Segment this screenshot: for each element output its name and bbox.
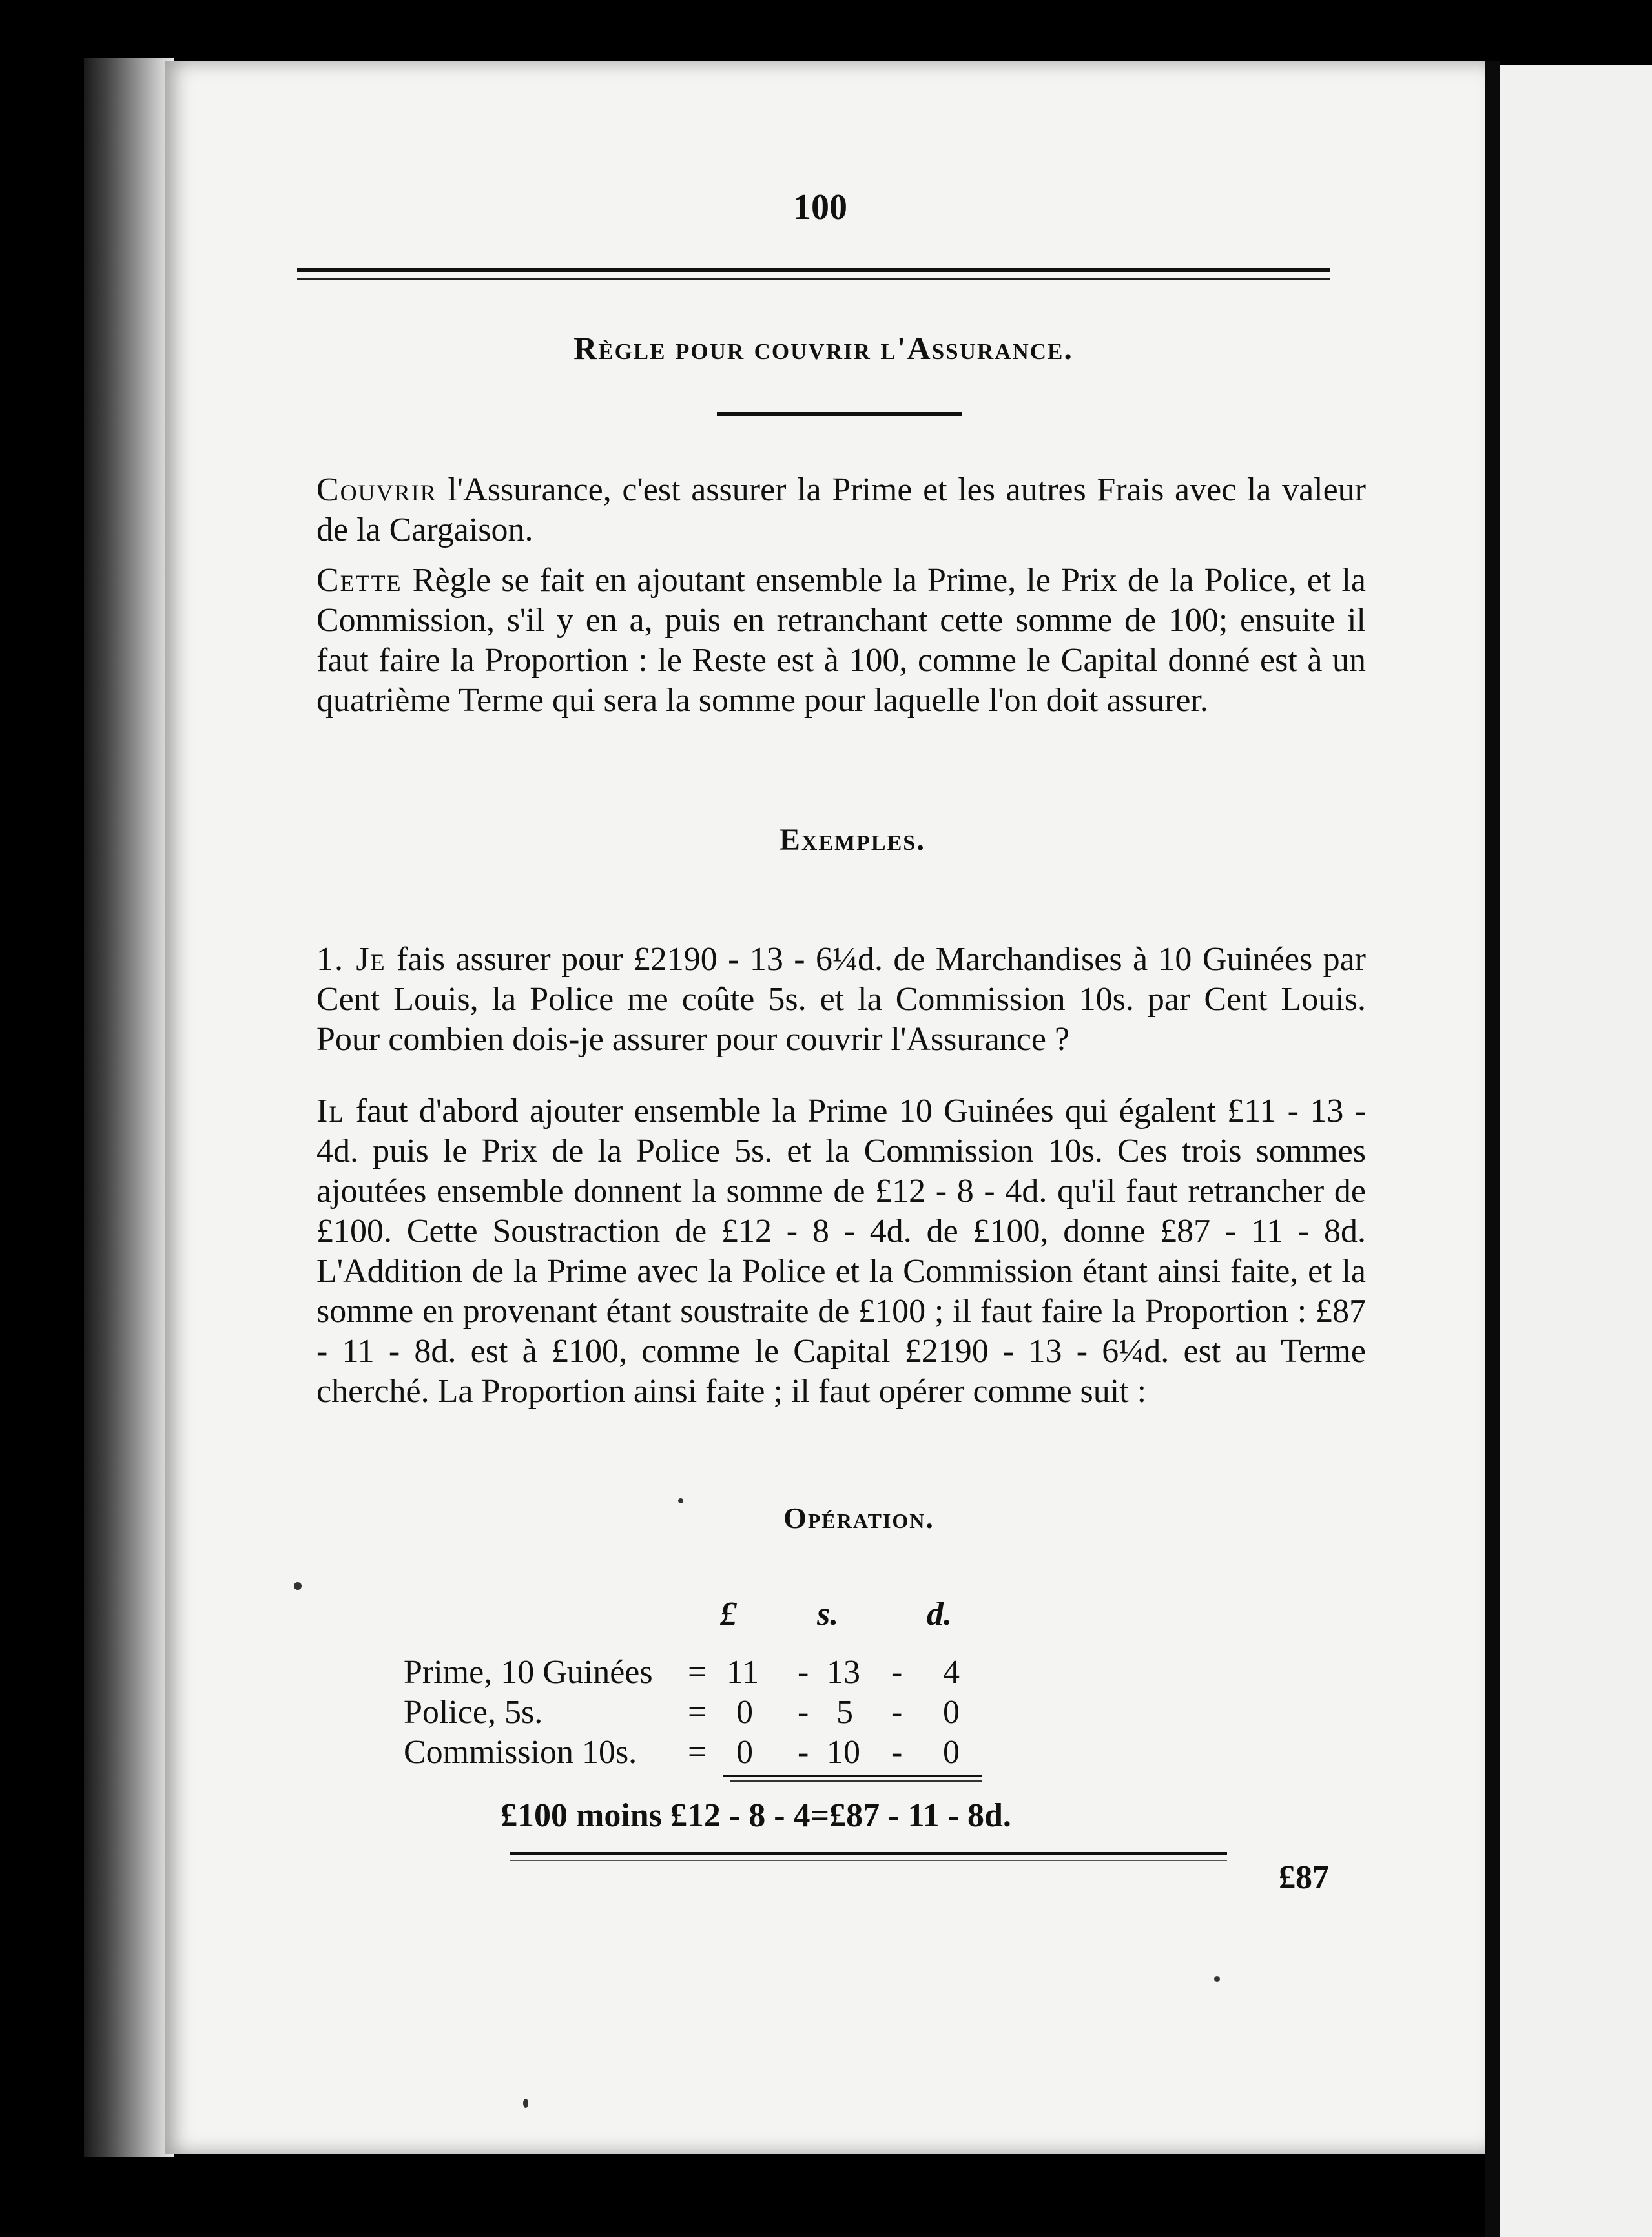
title-underline-rule (717, 412, 962, 416)
intro-lead-word: Couvrir (316, 471, 437, 508)
continuation-fragment: £87 (1279, 1859, 1329, 1896)
row-3-pounds: 0 (736, 1734, 753, 1771)
header-rule-thin (297, 278, 1330, 280)
scan-speck (523, 2099, 528, 2108)
row-3-label: Commission 10s. (404, 1734, 637, 1771)
col-head-shillings: s. (817, 1596, 839, 1633)
row-1-dash-2: - (891, 1654, 903, 1691)
page-number: 100 (793, 187, 847, 227)
section-title: Règle pour couvrir l'Assurance. (573, 330, 1073, 366)
row-2-shillings: 5 (836, 1694, 853, 1731)
row-3-pence: 0 (943, 1734, 960, 1771)
book-spine-edge (84, 58, 174, 2157)
sum-rule-thin (730, 1780, 982, 1782)
row-2-dash-1: - (798, 1694, 809, 1731)
scan-speck (1214, 1976, 1220, 1982)
row-3-dash-1: - (798, 1734, 809, 1771)
operation-total-line: £100 moins £12 - 8 - 4=£87 - 11 - 8d. (501, 1797, 1011, 1834)
intro-paragraph (316, 470, 1366, 550)
rule-paragraph (316, 561, 1366, 721)
row-1-pounds: 11 (727, 1654, 759, 1691)
row-2-dash-2: - (891, 1694, 903, 1731)
col-head-pounds: £ (720, 1596, 737, 1633)
row-1-pence: 4 (943, 1654, 960, 1691)
scan-speck (678, 1498, 683, 1503)
row-3-shillings: 10 (827, 1734, 860, 1771)
facing-page-edge (1500, 65, 1652, 2237)
row-2-eq: = (688, 1694, 707, 1731)
bottom-rule (510, 1852, 1227, 1855)
explanation-lead: Il (316, 1093, 345, 1129)
operation-heading: Opération. (783, 1501, 934, 1534)
examples-heading: Exemples. (779, 823, 926, 857)
bottom-rule-thin (510, 1860, 1227, 1861)
explanation-text: faut d'abord ajouter ensemble la Prime 10 Guinées qui égalent £11 - 13 - 4d. puis le Prix de la Police 5s. et la Commission 10s. Ces trois sommes ajoutées ensemble donnent la somme de £12 - 8 - 4d. qu'il faut retrancher de £100. Cette Soustraction de £12 - 8 - 4d. de £100, donne £87 - 11 - 8d. L'Addition de la Prime avec la Police et la Commission étant ainsi faite, et la somme en provenant étant soustraite de £100 ; il faut faire la Proportion : £87 - 11 - 8d. est à £100, comme le Capital £2190 - 13 - 6¼d. est au Terme cherché. La Proportion ainsi faite ; il faut opérer comme suit : (316, 1093, 1366, 1410)
rule-lead-word: Cette (316, 562, 402, 599)
explanation-paragraph (316, 1091, 1366, 1412)
sum-rule (723, 1775, 982, 1777)
row-3-dash-2: - (891, 1734, 903, 1771)
rule-text: Règle se fait en ajoutant ensemble la Prime, le Prix de la Police, et la Commission, s'il y en a, puis en retranchant cette somme de 100; ensuite il faut faire la Proportion : le Reste est à 100, comme le Capital donné est à un quatrième Terme qui sera la somme pour laquelle l'on doit assurer. (316, 562, 1366, 719)
header-rule (297, 268, 1330, 272)
row-2-label: Police, 5s. (404, 1694, 543, 1731)
intro-text: l'Assurance, c'est assurer la Prime et les autres Frais avec la valeur de la Cargaison. (316, 471, 1366, 548)
row-2-pounds: 0 (736, 1694, 753, 1731)
row-1-shillings: 13 (827, 1654, 860, 1691)
row-1-dash-1: - (798, 1654, 809, 1691)
col-head-pence: d. (927, 1596, 952, 1633)
row-2-pence: 0 (943, 1694, 960, 1731)
scan-speck (294, 1582, 302, 1590)
page-gutter (1485, 61, 1500, 2237)
example-1-text: fais assurer pour £2190 - 13 - 6¼d. de Marchandises à 10 Guinées par Cent Louis, la Police me coûte 5s. et la Commission 10s. par Cent Louis. Pour combien dois-je assurer pour couvrir l'Assurance ? (316, 941, 1366, 1058)
row-1-eq: = (688, 1654, 707, 1691)
example-1-paragraph (316, 940, 1366, 1060)
row-1-label: Prime, 10 Guinées (404, 1654, 653, 1691)
row-3-eq: = (688, 1734, 707, 1771)
example-1-lead: 1. Je (316, 941, 386, 978)
